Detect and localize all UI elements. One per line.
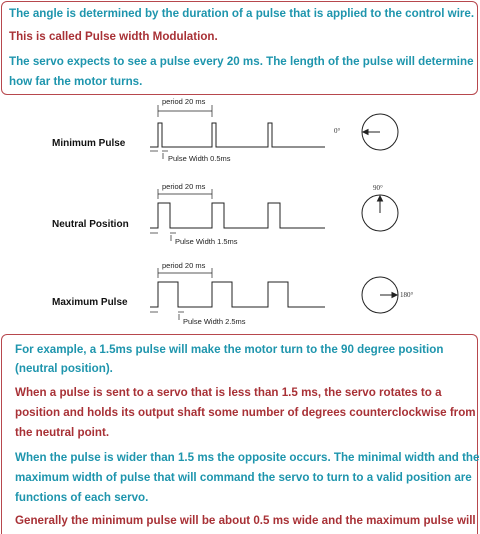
para3-line-c: functions of each servo.: [15, 491, 149, 504]
period-marker-min: [158, 105, 212, 117]
intro-line-1: The angle is determined by the duration of a pulse that is applied to the control wire.: [9, 7, 475, 20]
row-label-max: Maximum Pulse: [52, 297, 128, 308]
diagram-graphics: [0, 95, 480, 334]
intro-line-3b: how far the motor turns.: [9, 75, 143, 88]
period-label-min: period 20 ms: [162, 97, 206, 106]
para3-line-a: When the pulse is wider than 1.5 ms the opposite occurs. The minimal width and the: [15, 451, 480, 464]
width-marker-max: [150, 312, 184, 320]
width-marker-min: [150, 151, 168, 159]
pwm-diagram: [0, 95, 480, 334]
width-label-max: Pulse Width 2.5ms: [183, 317, 246, 326]
para1-line-a: For example, a 1.5ms pulse will make the motor turn to the 90 degree position: [15, 343, 444, 356]
angle-label-max: 180°: [400, 291, 414, 299]
row-label-min: Minimum Pulse: [52, 138, 126, 149]
period-label-max: period 20 ms: [162, 261, 206, 270]
waveform-min: [150, 123, 325, 147]
width-label-min: Pulse Width 0.5ms: [168, 154, 231, 163]
para4-line: Generally the minimum pulse will be about 0.5 ms wide and the maximum pulse will: [15, 514, 476, 527]
servo-dial-min: [362, 114, 398, 150]
para2-line-b: position and holds its output shaft some number of degrees counterclockwise from: [15, 406, 476, 419]
para2-line-a: When a pulse is sent to a servo that is less than 1.5 ms, the servo rotates to a: [15, 386, 442, 399]
para2-line-c: the neutral point.: [15, 426, 110, 439]
intro-line-3a: The servo expects to see a pulse every 20 ms. The length of the pulse will determine: [9, 55, 474, 68]
period-marker-max: [158, 268, 212, 278]
servo-dial-neutral: [362, 195, 398, 231]
width-marker-neutral: [150, 233, 176, 241]
para3-line-b: maximum width of pulse that will command the servo to turn to a valid position are: [15, 471, 472, 484]
waveform-max: [150, 282, 325, 307]
row-label-neutral: Neutral Position: [52, 219, 129, 230]
intro-line-2: This is called Pulse width Modulation.: [9, 30, 218, 43]
servo-dial-max: [362, 277, 398, 313]
width-label-neutral: Pulse Width 1.5ms: [175, 237, 238, 246]
angle-label-neutral: 90°: [373, 184, 383, 192]
waveform-neutral: [150, 203, 325, 228]
period-marker-neutral: [158, 189, 212, 199]
period-label-neutral: period 20 ms: [162, 182, 206, 191]
para1-line-b: (neutral position).: [15, 362, 113, 375]
angle-label-min: 0°: [334, 127, 341, 135]
